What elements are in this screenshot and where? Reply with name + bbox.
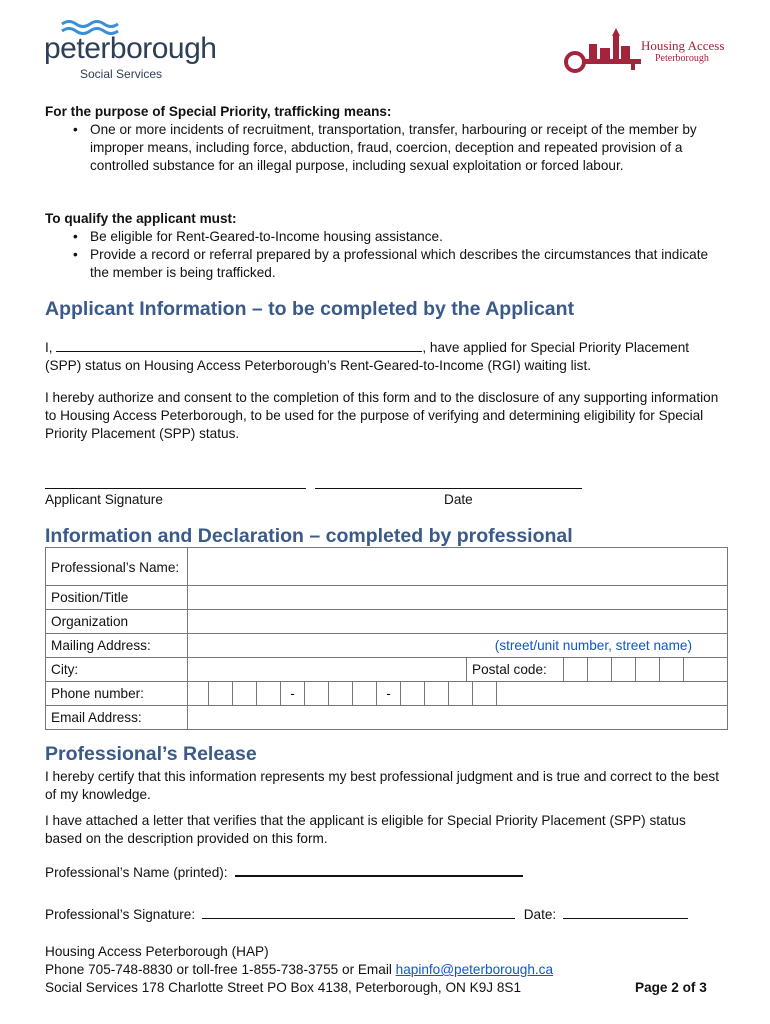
professional-name-field[interactable] [188,548,728,586]
postal-box[interactable] [588,658,612,681]
phone-box[interactable] [425,682,449,705]
applicant-date-line[interactable] [315,488,582,489]
definition-list [45,121,725,175]
position-field[interactable] [188,586,728,610]
postal-label: Postal code: [467,658,564,681]
release-heading: Professional’s Release [45,743,257,765]
postal-box[interactable] [684,658,707,681]
applicant-heading: Applicant Information – to be completed by the Applicant [45,298,575,320]
postal-cell [467,658,728,682]
release-date-line[interactable] [563,906,688,919]
mailing-hint: (street/unit number, street name) [494,638,692,653]
logo-subtext: Social Services [80,67,163,81]
organization-label: Organization [46,610,188,634]
qualify-list [45,228,725,282]
footer-org: Housing Access Peterborough (HAP) [45,944,269,959]
logo-text: peterborough [44,32,217,65]
release-attached: I have attached a letter that verifies that the applicant is eligible for Special Priority Placement (SPP) status based on the description provided on this form. [45,813,686,846]
city-field[interactable] [188,658,467,682]
housing-access-title: Housing Access [641,38,725,53]
email-label: Email Address: [46,706,188,730]
professional-info-table [45,547,728,730]
release-date-label: Date: [523,907,557,922]
phone-box[interactable] [353,682,377,705]
name-printed-line[interactable] [235,863,523,877]
key-icon [563,22,643,76]
email-link[interactable]: hapinfo@peterborough.ca [395,962,554,977]
name-printed-label: Professional’s Name (printed): [45,865,228,880]
postal-box[interactable] [564,658,588,681]
peterborough-logo [44,18,217,84]
phone-box[interactable] [208,682,233,705]
footer-address: Social Services 178 Charlotte Street PO Box 4138, Peterborough, ON K9J 8S1 [45,980,522,995]
phone-box[interactable] [473,682,497,705]
list-item: • Provide a record or referral prepared by a professional which describes the circumstances that indicate the member is being trafficked. [45,246,725,282]
declaration-heading: Information and Declaration – completed by professional [45,525,573,547]
list-item: • One or more incidents of recruitment, transportation, transfer, harbouring or receipt of the member by improper means, including force, abduction, fraud, coercion, deception and repeated provision of a controlled substance for an illegal purpose, including sexual exploitation or forced labour. [45,121,725,175]
release-signature-line[interactable] [202,906,515,919]
definition-section [45,103,725,175]
city-label: City: [46,658,188,682]
release-certify: I hereby certify that this information represents my best professional judgment and is true and correct to the best of my knowledge. [45,769,719,802]
applicant-name-field[interactable] [56,337,422,352]
phone-box[interactable] [305,682,329,705]
phone-dash: - [281,682,305,705]
release-signature-label: Professional’s Signature: [45,907,196,922]
email-field[interactable] [188,706,728,730]
list-item: • Be eligible for Rent-Geared-to-Income housing assistance. [45,228,725,246]
phone-box[interactable] [449,682,473,705]
postal-box[interactable] [612,658,636,681]
phone-field[interactable] [188,682,728,706]
applicant-consent: I hereby authorize and consent to the completion of this form and to the disclosure of any supporting information to Housing Access Peterborough, to be used for the purpose of verifying and determining eligibility for Special Priority Placement (SPP) status. [45,390,719,441]
qualify-section [45,210,725,282]
postal-box[interactable] [660,658,684,681]
definition-heading: For the purpose of Special Priority, trafficking means: [45,104,392,119]
mailing-label: Mailing Address: [46,634,188,658]
applicant-date-label: Date [444,492,473,507]
applicant-signature-line[interactable] [45,488,306,489]
professional-signature-row [45,906,688,924]
housing-access-logo [563,22,733,78]
page-number: Page 2 of 3 [635,980,707,995]
organization-field[interactable] [188,610,728,634]
professional-name-label: Professional’s Name: [46,548,188,586]
applicant-statement-rest: , have applied for Special Priority Placement (SPP) status on Housing Access Peterborough’s Rent-Geared-to-Income (RGI) waiting list. [45,340,690,373]
phone-box[interactable] [257,682,281,705]
postal-box[interactable] [636,658,660,681]
footer-contact [45,961,725,979]
applicant-statement [45,337,725,375]
professional-name-printed [45,863,523,882]
phone-box[interactable] [401,682,425,705]
phone-label: Phone number: [46,682,188,706]
position-label: Position/Title [46,586,188,610]
applicant-signature-label: Applicant Signature [45,492,163,507]
applicant-statement-start: I, [45,340,57,355]
footer [45,943,725,997]
mailing-field[interactable] [188,634,728,658]
phone-box[interactable] [233,682,257,705]
phone-box[interactable] [329,682,353,705]
phone-dash: - [377,682,401,705]
housing-access-sub: Peterborough [655,53,709,64]
qualify-heading: To qualify the applicant must: [45,211,237,226]
footer-phone: Phone 705-748-8830 or toll-free 1-855-738-3755 or Email [45,962,396,977]
